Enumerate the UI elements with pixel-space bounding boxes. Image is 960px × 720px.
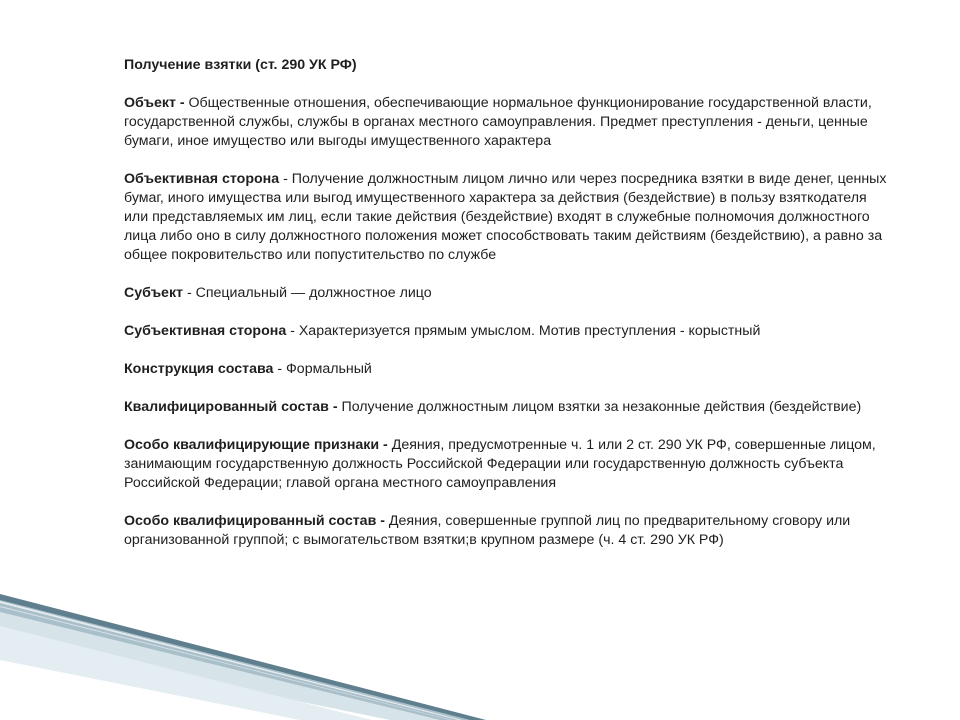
section-objective-side <box>124 170 894 265</box>
section-especially-qualified <box>124 512 894 550</box>
section-term: Конструкция состава <box>124 361 274 377</box>
section-text: Общественные отношения, обеспечивающие нормальное функционирование государственной власти, государственной службы, службы в органах местного самоуправления. Предмет преступления - деньги, ценные бумаги, иное имущество или выгоды имущественного характера <box>124 95 872 149</box>
section-subjective-side <box>124 322 894 341</box>
section-text: Деяния, предусмотренные ч. 1 или 2 ст. 290 УК РФ, совершенные лицом, занимающим государственную должность Российской Федерации или государственную должность субъекта Российской Федерации; главой органа местного самоуправления <box>124 437 876 491</box>
section-term: Объективная сторона <box>124 171 280 187</box>
section-term: Квалифицированный состав - <box>124 399 338 415</box>
section-text: Деяния, совершенные группой лиц по предварительному сговору или организованной группой; с вымогательством взятки;в крупном размере (ч. 4 ст. 290 УК РФ) <box>124 513 851 548</box>
section-text: - Получение должностным лицом лично или через посредника взятки в виде денег, ценных бумаг, иного имущества или выгод имущественного характера за действия (бездействие) в пользу взяткодателя или представляемых им лиц, если такие действия (бездействие) входят в служебные полномочия должностного лица либо оно в силу должностного положения может способствовать таким действиям (бездействию), а равно за общее покровительство или попустительство по службе <box>124 171 887 263</box>
section-text: - Специальный — должностное лицо <box>183 285 432 301</box>
section-especially-qualifying <box>124 436 894 493</box>
section-term: Особо квалифицирующие признаки - <box>124 437 388 453</box>
section-text: - Формальный <box>273 361 372 377</box>
section-construction <box>124 360 894 379</box>
section-object <box>124 94 894 151</box>
section-text: - Характеризуется прямым умыслом. Мотив преступления - корыстный <box>286 323 761 339</box>
section-qualified <box>124 398 894 417</box>
section-term: Особо квалифицированный состав - <box>124 513 385 529</box>
section-subject <box>124 284 894 303</box>
section-term: Субъективная сторона <box>124 323 287 339</box>
slide-content <box>124 56 894 550</box>
section-term: Субъект <box>124 285 183 301</box>
section-text: Получение должностным лицом взятки за незаконные действия (бездействие) <box>337 399 862 415</box>
slide-title: Получение взятки (ст. 290 УК РФ) <box>124 57 357 73</box>
section-term: Объект - <box>124 95 185 111</box>
